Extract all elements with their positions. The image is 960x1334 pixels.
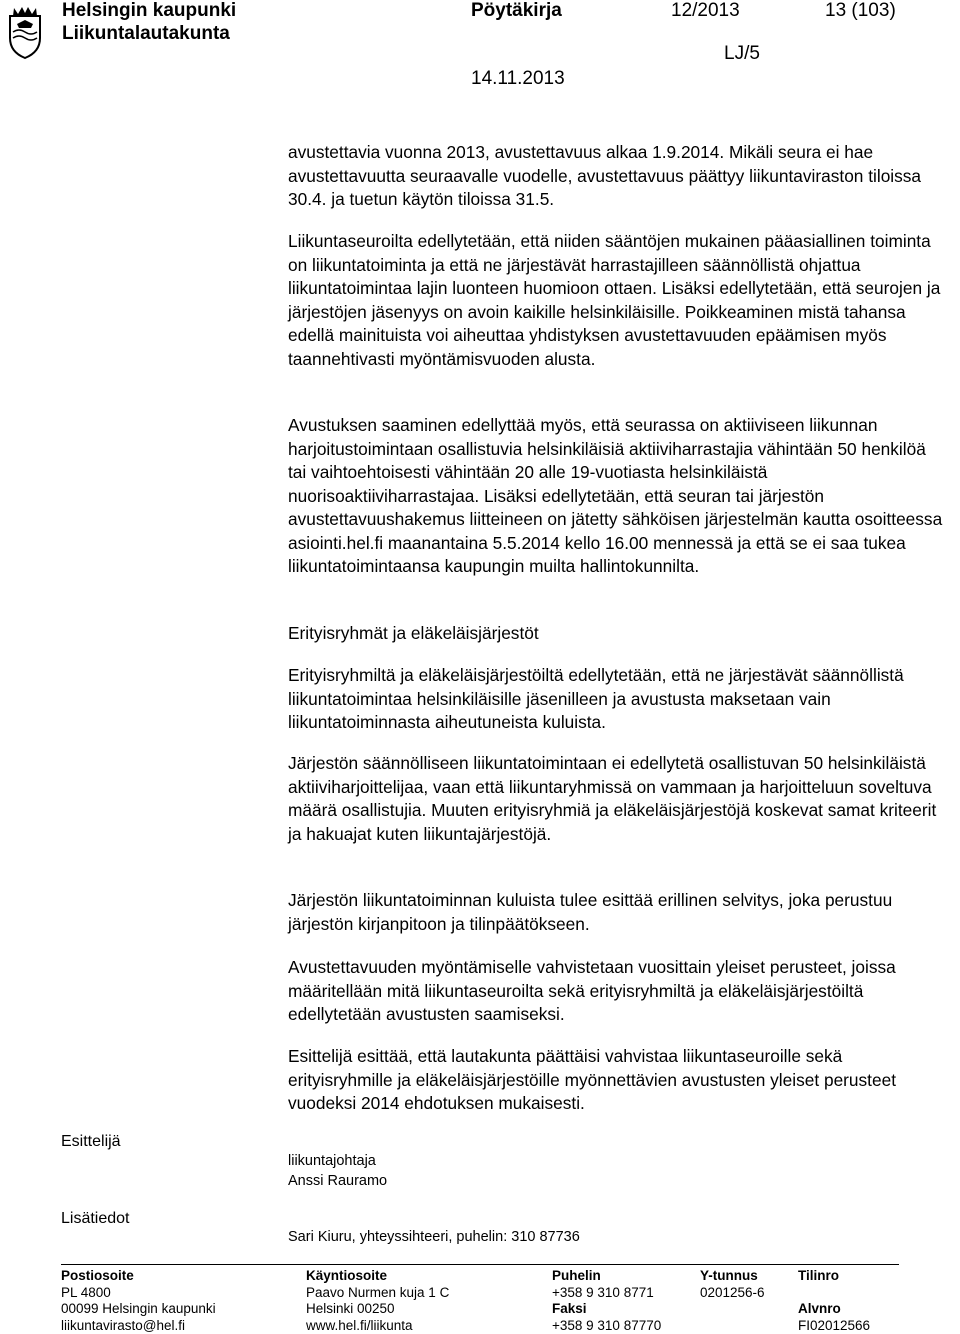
visit-web: www.hel.fi/liikunta	[306, 1318, 449, 1334]
page-number: 13 (103)	[825, 0, 896, 22]
paragraph-3: Avustuksen saaminen edellyttää myös, että seurassa on aktiiviseen liikunnan harjoitustoimintaan osallistuvia helsinkiläisiä aktiiviharrastajia vähintään 50 henkilöä tai vaihtoehtoisesti vähintään 20 alle 19-vuotiasta helsinkiläistä nuorisoaktiiviharrastajaa. Lisäksi edellytetään, että seuran tai järjestön avustettavuushakemus liitteineen on jätetty sähköisen järjestelmän kautta osoitteessa asiointi.hel.fi maanantaina 5.5.2014 kello 16.00 mennessä ja että se ei saa tukea liikuntatoimintaansa kaupungin muilta hallintokunnilta.	[288, 414, 948, 579]
contact-info: Sari Kiuru, yhteyssihteeri, puhelin: 310 87736	[288, 1229, 580, 1246]
footer-phone	[552, 1268, 661, 1334]
postal-line: 00099 Helsingin kaupunki	[61, 1301, 216, 1318]
helsinki-crest-logo	[4, 2, 46, 60]
vat-value: FI02012566	[798, 1318, 870, 1334]
footer-visit	[306, 1268, 449, 1334]
visit-line: Paavo Nurmen kuja 1 C	[306, 1285, 449, 1302]
issue-number: 12/2013	[671, 0, 740, 22]
footer-ytunnus	[700, 1268, 765, 1301]
fax-value: +358 9 310 87770	[552, 1318, 661, 1334]
vat-label: Alvnro	[798, 1301, 870, 1318]
footer-account	[798, 1268, 870, 1334]
doc-type: Pöytäkirja	[471, 0, 562, 22]
paragraph-6: Järjestön liikuntatoiminnan kuluista tulee esittää erillinen selvitys, joka perustuu järjestön kirjanpitoon ja tilinpäätökseen.	[288, 889, 948, 936]
postal-label: Postiosoite	[61, 1268, 216, 1285]
section-heading: Erityisryhmät ja eläkeläisjärjestöt	[288, 622, 948, 646]
paragraph-1: avustettavia vuonna 2013, avustettavuus alkaa 1.9.2014. Mikäli seura ei hae avustettavuutta seuraavalle vuodelle, avustettavuus päättyy liikuntaviraston tiloissa 30.4. ja tuetun käytön tiloissa 31.5.	[288, 141, 948, 212]
presenter-name: Anssi Rauramo	[288, 1173, 387, 1190]
postal-line: PL 4800	[61, 1285, 216, 1302]
paragraph-4: Erityisryhmiltä ja eläkeläisjärjestöiltä edellytetään, että ne järjestävät säännöllistä liikuntatoimintaa helsinkiläisille jäsenilleen ja avustusta maksetaan vain liikuntatoiminnasta aiheutuneista kuluista.	[288, 664, 948, 735]
presenter-title: liikuntajohtaja	[288, 1153, 376, 1170]
account-label: Tilinro	[798, 1268, 870, 1285]
visit-label: Käyntiosoite	[306, 1268, 449, 1285]
ytunnus-value: 0201256-6	[700, 1285, 765, 1302]
paragraph-8: Esittelijä esittää, että lautakunta päättäisi vahvistaa liikuntaseuroille sekä erityisryhmille ja eläkeläisjärjestöille myönnettävien avustusten yleiset perusteet vuodeksi 2014 ehdotuksen mukaisesti.	[288, 1045, 948, 1116]
more-info-label: Lisätiedot	[61, 1210, 130, 1228]
phone-value: +358 9 310 8771	[552, 1285, 661, 1302]
org-name: Helsingin kaupunki	[62, 0, 236, 22]
footer-divider	[61, 1264, 899, 1265]
phone-label: Puhelin	[552, 1268, 661, 1285]
presenter-label: Esittelijä	[61, 1133, 121, 1151]
paragraph-7: Avustettavuuden myöntämiselle vahvistetaan vuosittain yleiset perusteet, joissa määritellään mitä liikuntaseuroilta sekä erityisryhmiltä ja eläkeläisjärjestöiltä edellytetään avustusten saamiseksi.	[288, 956, 948, 1027]
meeting-date: 14.11.2013	[471, 68, 565, 90]
item-number: LJ/5	[724, 43, 760, 65]
paragraph-5: Järjestön säännölliseen liikuntatoimintaan ei edellytetä osallistuvan 50 helsinkiläistä aktiiviharjoittelijaa, vaan että liikuntaryhmissä on vammaan ja harjoitteluun soveltuva määrä osallistujia. Muuten erityisryhmiä ja eläkeläisjärjestöjä koskevat samat kriteerit ja hakuajat kuten liikuntajärjestöjä.	[288, 752, 948, 846]
board-name: Liikuntalautakunta	[62, 23, 230, 45]
paragraph-2: Liikuntaseuroilta edellytetään, että niiden sääntöjen mukainen pääasiallinen toiminta on liikuntatoiminta ja että ne järjestävät harrastajilleen säännöllistä ohjattua liikuntatoimintaa lajin luonteen huomioon ottaen. Lisäksi edellytetään, että seurojen ja järjestöjen jäsenyys on avoin kaikille helsinkiläisille. Poikkeaminen mistä tahansa edellä mainituista voi aiheuttaa yhdistyksen avustettavuuden epäämisen myös taannehtivasti myöntämisvuoden alusta.	[288, 230, 948, 371]
visit-line: Helsinki 00250	[306, 1301, 449, 1318]
fax-label: Faksi	[552, 1301, 661, 1318]
ytunnus-label: Y-tunnus	[700, 1268, 765, 1285]
postal-email: liikuntavirasto@hel.fi	[61, 1318, 216, 1334]
footer-postal	[61, 1268, 216, 1334]
